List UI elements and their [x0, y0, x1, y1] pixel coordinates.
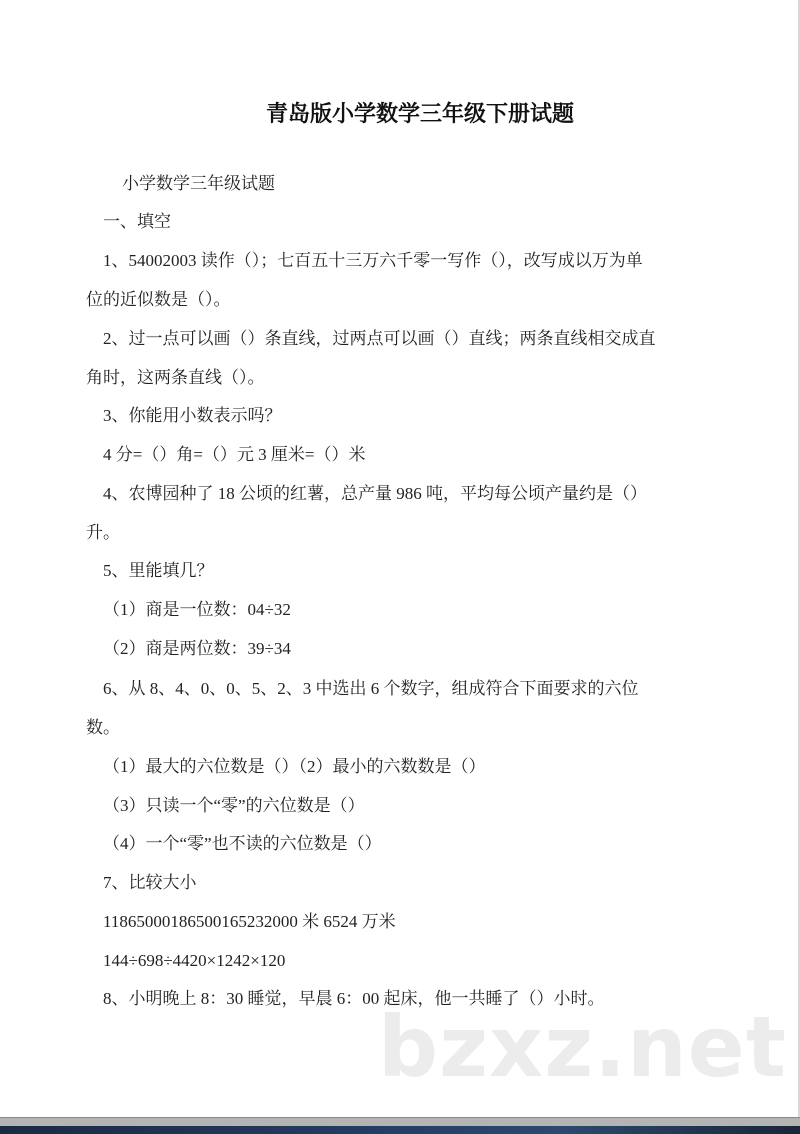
horizontal-scrollbar[interactable] [0, 1117, 800, 1126]
text-line: 118650001865001652320​00 米 6524 万米 [103, 912, 396, 931]
text-line: 升。 [86, 523, 120, 542]
text-line: 一、填空 [103, 212, 171, 231]
text-line: 5、里能填几？ [103, 561, 214, 580]
text-line: 7、比较大小 [103, 873, 197, 892]
text-line: （4）一个“零”也不读的六位数是（） [103, 834, 382, 853]
text-line: 4 分=（）角=（）元 3 厘米=（）米 [103, 445, 366, 464]
document-title: 青岛版小学数学三年级下册试题 [265, 102, 574, 127]
text-line: （1）最大的六位数是（）（2）最小的六数数是（） [103, 757, 486, 776]
text-line: 8、小明晚上 8：30 睡觉，早晨 6：00 起床，他一共睡了（）小时。 [103, 989, 605, 1008]
text-line: （3）只读一个“零”的六位数是（） [103, 796, 365, 815]
text-line: （1）商是一位数：04÷32 [103, 600, 291, 619]
text-line: 位的近似数是（）。 [86, 290, 231, 309]
text-line: 144÷698÷4420×1242×120 [103, 951, 286, 970]
taskbar [0, 1126, 800, 1134]
subtitle: 小学数学三年级试题 [122, 174, 275, 193]
text-line: 角时，这两条直线（）。 [86, 368, 265, 387]
text-line: 6、从 8、4、0、0、5、2、3 中选出 6 个数字，组成符合下面要求的六位 [103, 679, 639, 698]
watermark: bzxz.net [378, 998, 787, 1096]
text-line: 1、54002003 读作（）；七百五十三万六千零一写作（），改写成以万为单 [103, 251, 643, 270]
text-line: 数。 [86, 718, 120, 737]
text-line: 3、你能用小数表示吗？ [103, 406, 282, 425]
text-line: 4、农博园种了 18 公顷的红薯，总产量 986 吨，平均每公顷产量约是（） [103, 484, 647, 503]
text-line: 2、过一点可以画（）条直线，过两点可以画（）直线；两条直线相交成直 [103, 329, 656, 348]
text-line: （2）商是两位数：39÷34 [103, 639, 291, 658]
